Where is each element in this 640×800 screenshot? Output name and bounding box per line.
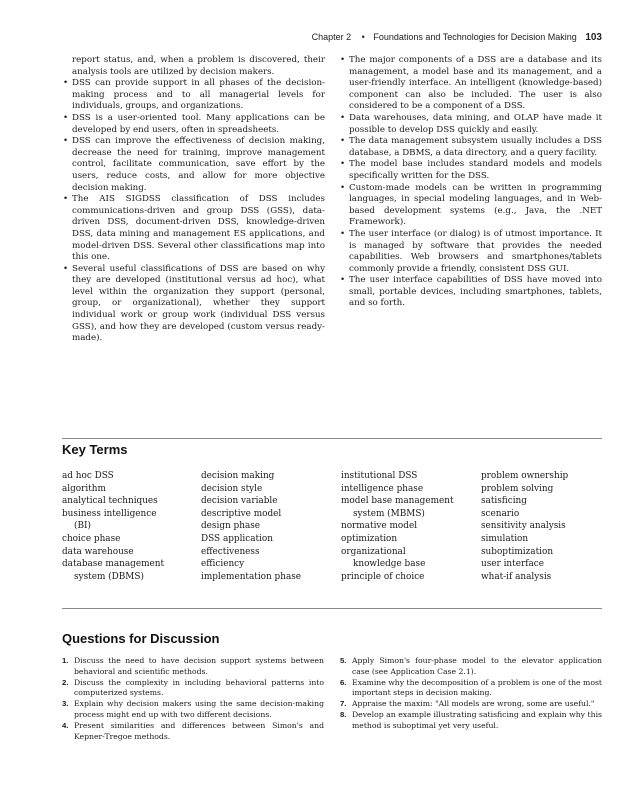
key-term-text: descriptive model xyxy=(201,508,282,519)
key-term xyxy=(341,571,479,584)
key-term xyxy=(481,546,602,559)
key-term xyxy=(481,470,602,483)
key-term-text: implementation phase xyxy=(201,571,302,582)
question-text: Apply Simon's four-phase model to the elevator application case (see Application Case 2.1). xyxy=(352,656,602,676)
questions-right-column xyxy=(340,656,602,732)
questions-list xyxy=(62,656,602,766)
bullet-item: • The AIS SIGDSS classification of DSS includes communications-driven and group DSS (GSS), data-driven DSS, document-driven DSS, knowledge-driven DSS, data mining and management ES applications, and model-driven DSS. Several other classifications map into this one. xyxy=(62,194,325,264)
key-term xyxy=(341,495,479,520)
key-term-continuation: system (DBMS) xyxy=(74,571,144,582)
key-term-text: sensitivity analysis xyxy=(481,521,566,532)
question-number: 8. xyxy=(340,709,347,719)
section-divider xyxy=(62,438,602,439)
key-term-text: DSS application xyxy=(201,533,273,544)
bullet-item: • Data warehouses, data mining, and OLAP have made it possible to develop DSS quickly and easily. xyxy=(339,113,602,136)
right-bullet-list xyxy=(339,55,602,310)
key-term xyxy=(341,470,479,483)
question-number: 7. xyxy=(340,699,347,709)
key-term xyxy=(481,495,602,508)
key-term xyxy=(481,558,602,571)
bullet-item: • The user interface (or dialog) is of utmost importance. It is managed by software that provides the needed capabilities. Web browsers and smartphones/tablets commonly provide a friendly, consistent DSS GUI. xyxy=(339,229,602,275)
key-term-text: design phase xyxy=(201,521,261,532)
key-term xyxy=(201,470,337,483)
key-term xyxy=(201,495,337,508)
question-text: Develop an example illustrating satisficing and explain why this method is suboptimal yet very useful. xyxy=(352,709,602,730)
key-term-text: data warehouse xyxy=(62,546,134,557)
key-term-continuation: knowledge base xyxy=(353,559,426,570)
key-term xyxy=(62,546,198,559)
key-term xyxy=(341,533,479,546)
question-text: Explain why decision makers using the same decision-making process might end up with two different decisions. xyxy=(74,699,324,719)
key-terms-column xyxy=(341,470,479,583)
summary-left-column xyxy=(62,55,325,345)
key-term-text: algorithm xyxy=(62,483,106,494)
key-term xyxy=(341,483,479,496)
question-text: Discuss the complexity in including behavioral patterns into computerized systems. xyxy=(74,677,324,698)
key-term-text: optimization xyxy=(341,533,398,544)
bullet-item: • DSS is a user-oriented tool. Many applications can be developed by end users, often in spreadsheets. xyxy=(62,113,325,136)
key-term xyxy=(481,508,602,521)
key-term-text: decision style xyxy=(201,483,263,494)
key-term xyxy=(62,508,198,533)
key-term-text: problem solving xyxy=(481,483,554,494)
summary-right-column xyxy=(339,55,602,310)
questions-heading: Questions for Discussion xyxy=(62,631,220,646)
key-term-text: satisficing xyxy=(481,496,527,507)
key-term-text: principle of choice xyxy=(341,571,425,582)
key-term-text: business intelligence xyxy=(62,508,157,519)
summary-body xyxy=(62,55,602,405)
key-term-text: decision making xyxy=(201,471,275,481)
key-term-text: effectiveness xyxy=(201,546,260,557)
key-term-text: institutional DSS xyxy=(341,471,418,481)
question-item xyxy=(62,699,324,721)
chapter-title: Foundations and Technologies for Decision Making xyxy=(373,32,577,42)
question-number: 6. xyxy=(340,677,347,687)
key-term-text: database management xyxy=(62,559,165,570)
key-term xyxy=(201,533,337,546)
key-terms-column xyxy=(201,470,337,583)
key-terms-heading: Key Terms xyxy=(62,442,128,457)
question-number: 1. xyxy=(62,656,69,665)
bullet-item: • DSS can improve the effectiveness of decision making, decrease the need for training, improve management control, facilitate communication, save effort by the users, reduce costs, and allow for more objective decision making. xyxy=(62,136,325,194)
question-text: Present similarities and differences between Simon's and Kepner-Tregoe methods. xyxy=(74,720,324,741)
key-terms-column xyxy=(481,470,602,583)
running-head xyxy=(60,32,602,43)
key-term-text: normative model xyxy=(341,521,418,532)
key-term-text: model base management xyxy=(341,496,454,507)
key-term xyxy=(201,546,337,559)
question-number: 2. xyxy=(62,677,69,687)
key-term-text: organizational xyxy=(341,546,406,557)
key-term xyxy=(201,520,337,533)
key-term xyxy=(62,495,198,508)
continuation-paragraph: report status, and, when a problem is discovered, their analysis tools are utilized by decision makers. xyxy=(72,55,325,77)
key-term xyxy=(481,533,602,546)
key-term xyxy=(62,470,198,483)
key-term xyxy=(341,546,479,571)
key-term-continuation: system (MBMS) xyxy=(353,508,425,519)
page-number: 103 xyxy=(585,32,602,43)
bullet-item: • The data management subsystem usually includes a DSS database, a DBMS, a data directory, and a query facility. xyxy=(339,136,602,159)
question-text: Examine why the decomposition of a problem is one of the most important steps in decision making. xyxy=(352,677,602,698)
key-term-text: intelligence phase xyxy=(341,483,424,494)
question-item xyxy=(340,710,602,732)
key-term-text: problem ownership xyxy=(481,471,569,481)
question-item xyxy=(62,678,324,700)
key-terms-grid xyxy=(62,470,602,595)
question-number: 3. xyxy=(62,699,69,709)
running-head-separator: • xyxy=(361,32,365,42)
question-text: Discuss the need to have decision support systems between behavioral and scientific methods. xyxy=(74,656,324,676)
bullet-item: • Several useful classifications of DSS are based on why they are developed (institutional versus ad hoc), what level within the organization they support (personal, group, or organizational), whether they support individual work or group work (individual DSS versus GSS), and how they are developed (custom versus ready-made). xyxy=(62,264,325,345)
bullet-item: • DSS can provide support in all phases of the decision-making process and to all managerial levels for individuals, groups, and organizations. xyxy=(62,78,325,113)
key-term xyxy=(201,558,337,571)
key-term xyxy=(201,571,337,584)
key-term-text: suboptimization xyxy=(481,546,554,557)
question-number: 5. xyxy=(340,656,347,665)
question-number: 4. xyxy=(62,720,69,730)
question-item xyxy=(340,656,602,678)
key-term-text: efficiency xyxy=(201,559,245,570)
key-terms-column xyxy=(62,470,198,583)
section-divider xyxy=(62,608,602,609)
key-term xyxy=(201,483,337,496)
key-term-text: analytical techniques xyxy=(62,496,158,507)
bullet-item: • The major components of a DSS are a database and its management, a model base and its management, and a user-friendly interface. An intelligent (knowledge-based) component can also be included. The user is also considered to be a component of a DSS. xyxy=(339,55,602,113)
key-term-continuation: (BI) xyxy=(74,521,91,532)
questions-left-column xyxy=(62,656,324,742)
key-term-text: decision variable xyxy=(201,496,278,507)
key-term xyxy=(201,508,337,521)
bullet-item: • Custom-made models can be written in programming languages, in special modeling languages, and in Web-based development systems (e.g., Java, the .NET Framework). xyxy=(339,183,602,229)
key-term xyxy=(341,520,479,533)
key-term xyxy=(62,483,198,496)
question-item xyxy=(62,721,324,743)
question-item xyxy=(62,656,324,678)
key-term-text: simulation xyxy=(481,533,529,544)
key-term-text: user interface xyxy=(481,559,545,570)
key-term xyxy=(481,571,602,584)
bullet-item: • The user interface capabilities of DSS have moved into small, portable devices, including smartphones, tablets, and so forth. xyxy=(339,275,602,310)
key-term xyxy=(481,483,602,496)
question-text: Appraise the maxim: "All models are wrong, some are useful." xyxy=(352,699,595,709)
key-term-text: ad hoc DSS xyxy=(62,471,114,481)
question-item xyxy=(340,699,602,710)
bullet-item: • The model base includes standard models and models specifically written for the DSS. xyxy=(339,159,602,182)
key-term xyxy=(62,558,198,583)
key-term-text: scenario xyxy=(481,508,520,519)
chapter-label: Chapter 2 xyxy=(311,32,352,42)
key-term-text: what-if analysis xyxy=(481,571,552,582)
key-term xyxy=(62,533,198,546)
left-bullet-list xyxy=(62,78,325,345)
question-item xyxy=(340,678,602,700)
key-term xyxy=(481,520,602,533)
key-term-text: choice phase xyxy=(62,533,121,544)
